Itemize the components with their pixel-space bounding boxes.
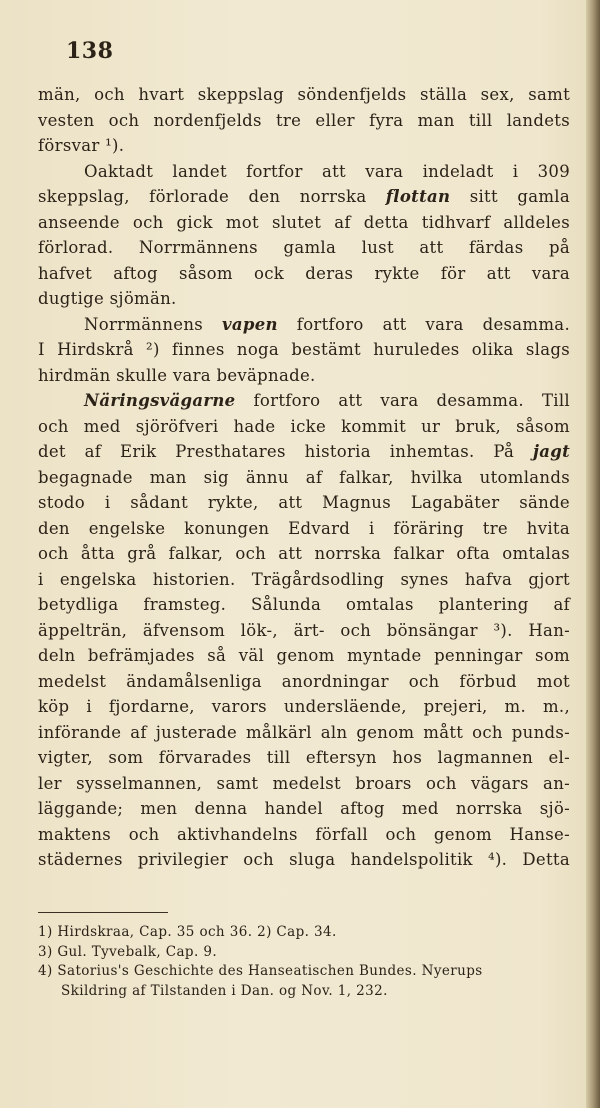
text-line: män, och hvart skeppslag söndenfjelds ställa sex, samt [38, 85, 570, 104]
text-line: Näringsvägarne fortforo att vara desamma. Till [84, 391, 570, 410]
footnote-rule [38, 912, 168, 913]
text-line: hirdmän skulle vara beväpnade. [38, 365, 316, 385]
text-line: hafvet aftog såsom ock deras rykte för att vara [38, 263, 570, 283]
text-line: köp i fjordarne, varors undersläende, prejeri, m. m., [38, 697, 570, 716]
text-line: skeppslag, förlorade den norrska flottan sitt gamla [38, 187, 570, 206]
text-line: och åtta grå falkar, och att norrska falkar ofta omtalas [38, 544, 570, 563]
footnotes [38, 912, 570, 1001]
text-line: I Hirdskrå ²) finnes noga bestämt huruledes olika slags [38, 340, 570, 359]
text-line: städernes privilegier och sluga handelspolitik ⁴). Detta [38, 850, 570, 869]
text-line: betydliga framsteg. Sålunda omtalas plantering af [38, 595, 570, 614]
text-line: det af Erik Presthatares historia inhemtas. På jagt [38, 442, 570, 461]
text-line: deln befrämjades så väl genom myntade penningar som [38, 646, 570, 665]
text-line: vigter, som förvarades till eftersyn hos lagmannen el- [38, 748, 570, 767]
footnote: 3) Gul. Tyvebalk, Cap. 9. [38, 943, 218, 960]
page-edge [586, 0, 600, 1108]
text-line: medelst ändamålsenliga anordningar och förbud mot [38, 671, 570, 691]
text-line: maktens och aktivhandelns förfall och genom Hanse- [38, 824, 570, 844]
text-line: och med sjöröfveri hade icke kommit ur bruk, såsom [38, 416, 570, 436]
text-line: dugtige sjömän. [38, 289, 177, 308]
text-line: Norrmännens vapen fortforo att vara desamma. [84, 314, 570, 334]
text-line: äppelträn, äfvensom lök-, ärt- och bönsängar ³). Han- [38, 620, 570, 640]
text-line: införande af justerade målkärl aln genom mått och punds- [38, 722, 570, 742]
text-line: försvar ¹). [38, 136, 125, 155]
text-line: Oaktadt landet fortfor att vara indeladt i 309 [84, 161, 570, 181]
text-line: i engelska historien. Trägårdsodling synes hafva gjort [38, 569, 570, 589]
text-line: läggande; men denna handel aftog med norrska sjö- [38, 799, 570, 818]
text-line: anseende och gick mot slutet af detta tidhvarf alldeles [38, 212, 570, 232]
text-line: stodo i sådant rykte, att Magnus Lagabäter sände [38, 493, 570, 512]
footnote: Skildring af Tilstanden i Dan. og Nov. 1, 232. [61, 982, 388, 999]
text-line: begagnade man sig ännu af falkar, hvilka utomlands [38, 467, 570, 487]
footnote: 4) Satorius's Geschichte des Hanseatischen Bundes. Nyerups [38, 963, 483, 979]
text-line: den engelske konungen Edvard i föräring tre hvita [38, 518, 570, 538]
text-line: förlorad. Norrmännens gamla lust att färdas på [38, 238, 570, 257]
page-number: 138 [66, 38, 114, 64]
footnote: 1) Hirdskraa, Cap. 35 och 36. 2) Cap. 34. [38, 924, 337, 940]
text-line: ler sysselmannen, samt medelst broars och vägars an- [38, 773, 570, 793]
text-line: vesten och nordenfjelds tre eller fyra man till landets [38, 110, 570, 130]
body-text [38, 82, 570, 873]
